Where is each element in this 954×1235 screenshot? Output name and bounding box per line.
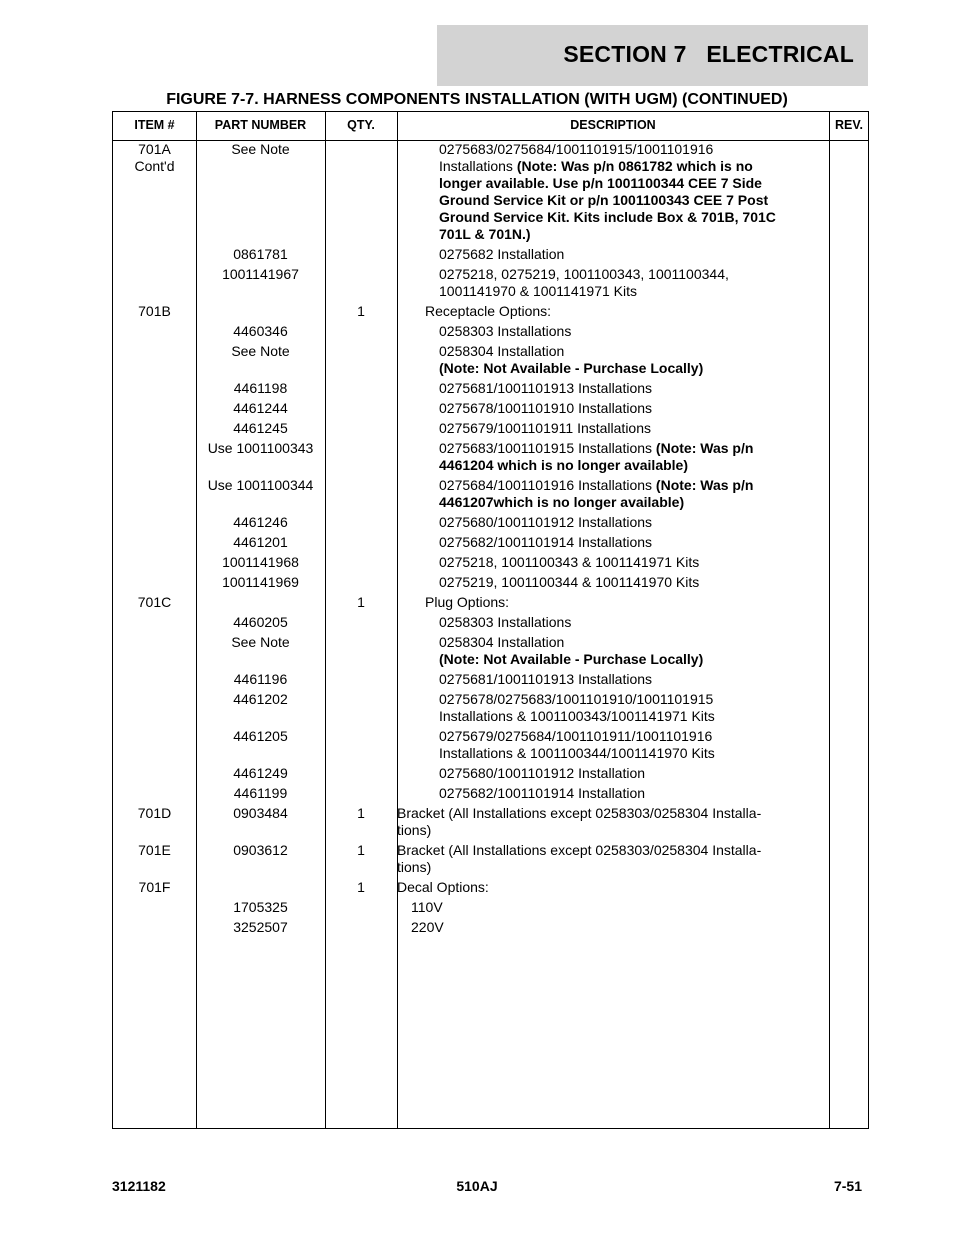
description-text: 0275218, 0275219, 1001100343, 1001100344, 1001141970 & 1001141971 Kits — [439, 266, 729, 299]
part-number: 1705325 — [233, 899, 288, 915]
header-item: ITEM # — [134, 118, 175, 132]
description — [411, 919, 771, 936]
table-row — [113, 300, 868, 320]
part-number: 4461201 — [233, 534, 288, 550]
table-body — [113, 141, 868, 936]
description — [439, 246, 779, 263]
table-row — [113, 551, 868, 571]
part-number: 4461249 — [233, 765, 288, 781]
description-note: (Note: Not Available - Purchase Locally) — [439, 360, 704, 376]
description — [439, 266, 779, 300]
description-note: (Note: Was p/n 4461204 which is no longer available) — [439, 440, 754, 473]
table-row — [113, 839, 868, 876]
description — [439, 400, 779, 417]
part-number: See Note — [231, 141, 290, 157]
description — [439, 440, 779, 474]
part-number: See Note — [231, 634, 290, 650]
description — [439, 785, 779, 802]
part-number: 0861781 — [233, 246, 288, 262]
description-text: 0275680/1001101912 Installation — [439, 765, 646, 781]
description-text: 0275681/1001101913 Installations — [439, 671, 653, 687]
description — [425, 594, 775, 611]
description — [439, 141, 779, 243]
header-rev: REV. — [834, 118, 864, 132]
description-text: Decal Options: — [397, 879, 489, 895]
item-number: 701A Cont'd — [134, 141, 175, 174]
table-row — [113, 668, 868, 688]
part-number: 4461246 — [233, 514, 288, 530]
description-text: 0275682/1001101914 Installation — [439, 785, 646, 801]
header-part-number: PART NUMBER — [214, 118, 307, 132]
table-row — [113, 571, 868, 591]
description-text: 0275684/1001101916 Installations — [439, 477, 653, 493]
description-note: (Note: Not Available - Purchase Locally) — [439, 651, 704, 667]
description-text: 0275683/0275684/1001101915/1001101916 Installations — [439, 141, 714, 174]
description — [439, 634, 779, 668]
table-row — [113, 377, 868, 397]
description — [439, 534, 779, 551]
table-row — [113, 802, 868, 839]
quantity: 1 — [357, 879, 365, 895]
table-row — [113, 474, 868, 511]
description — [439, 420, 779, 437]
description — [439, 554, 779, 571]
description-text: 0258303 Installations — [439, 323, 572, 339]
part-number: 4461196 — [233, 671, 288, 687]
part-number: See Note — [231, 343, 290, 359]
description — [439, 691, 779, 725]
description-text: 110V — [411, 899, 443, 915]
table-row — [113, 437, 868, 474]
part-number: 1001141967 — [222, 266, 299, 282]
table-row — [113, 397, 868, 417]
footer-model: 510AJ — [456, 1178, 498, 1194]
part-number: 4461199 — [233, 785, 288, 801]
description-text: 0275679/0275684/1001101911/1001101916 Installations & 1001100344/1001141970 Kits — [439, 728, 715, 761]
item-number: 701F — [138, 879, 171, 895]
description — [439, 323, 779, 340]
description-text: 0275218, 1001100343 & 1001141971 Kits — [439, 554, 700, 570]
table-row — [113, 916, 868, 936]
part-number: 4460205 — [233, 614, 288, 630]
table-row — [113, 320, 868, 340]
table-row — [113, 896, 868, 916]
description — [439, 574, 779, 591]
part-number: 4461245 — [233, 420, 288, 436]
quantity: 1 — [357, 303, 365, 319]
description — [425, 303, 775, 320]
table-row — [113, 876, 868, 896]
quantity: 1 — [357, 805, 365, 821]
footer-doc-number: 3121182 — [112, 1178, 166, 1194]
description — [439, 671, 779, 688]
table-row — [113, 611, 868, 631]
description — [439, 728, 779, 762]
table-row — [113, 263, 868, 300]
part-number: 1001141969 — [222, 574, 299, 590]
description-text: Receptacle Options: — [425, 303, 552, 319]
table-row — [113, 782, 868, 802]
quantity: 1 — [357, 842, 365, 858]
header-qty: QTY. — [347, 118, 375, 132]
description-text: 0275681/1001101913 Installations — [439, 380, 653, 396]
description-text: 0275683/1001101915 Installations — [439, 440, 653, 456]
description — [397, 879, 767, 896]
part-number: 4461244 — [233, 400, 288, 416]
table-row — [113, 725, 868, 762]
part-number: 4461198 — [233, 380, 288, 396]
part-number: 4461205 — [233, 728, 288, 744]
part-number: 0903612 — [233, 842, 288, 858]
part-number: Use 1001100343 — [207, 440, 314, 456]
description-text: 0258303 Installations — [439, 614, 572, 630]
item-number: 701D — [137, 805, 172, 821]
header-description: DESCRIPTION — [570, 118, 656, 132]
description-text: 0275678/0275683/1001101910/1001101915 Installations & 1001100343/1001141971 Kits — [439, 691, 715, 724]
part-number: 4461202 — [233, 691, 288, 707]
description-text: 0275682 Installation — [439, 246, 565, 262]
description — [411, 899, 771, 916]
description-text: Plug Options: — [425, 594, 510, 610]
table-row — [113, 591, 868, 611]
description — [439, 380, 779, 397]
description-text: 0258304 Installation — [439, 634, 565, 650]
table-row — [113, 762, 868, 782]
description-text: Bracket (All Installations except 0258303/0258304 Installa-tions) — [397, 842, 762, 875]
description-text: Bracket (All Installations except 0258303/0258304 Installa-tions) — [397, 805, 762, 838]
table-row — [113, 417, 868, 437]
description-text: 0275680/1001101912 Installations — [439, 514, 653, 530]
table-row — [113, 688, 868, 725]
description-text: 0275678/1001101910 Installations — [439, 400, 653, 416]
description — [397, 805, 767, 839]
description — [439, 343, 779, 377]
table-row — [113, 243, 868, 263]
table-row — [113, 531, 868, 551]
item-number: 701B — [138, 303, 171, 319]
part-number: 4460346 — [233, 323, 288, 339]
table-row — [113, 631, 868, 668]
description — [439, 765, 779, 782]
table-row — [113, 511, 868, 531]
description — [439, 477, 779, 511]
parts-table — [112, 111, 869, 1129]
description-text: 0258304 Installation — [439, 343, 565, 359]
part-number: 3252507 — [233, 919, 288, 935]
description-note: (Note: Was p/n 0861782 which is no longer available. Use p/n 1001100344 CEE 7 Side Ground Service Kit or p/n 1001100343 CEE 7 Post Ground Service Kit. Kits include Box & 701B, 701C 701L & 701N.) — [439, 158, 776, 242]
table-row — [113, 340, 868, 377]
item-number: 701E — [138, 842, 171, 858]
description — [439, 514, 779, 531]
part-number: 0903484 — [233, 805, 288, 821]
section-title: SECTION 7 ELECTRICAL — [563, 41, 854, 67]
item-number: 701C — [137, 594, 172, 610]
figure-title: FIGURE 7-7. HARNESS COMPONENTS INSTALLATION (WITH UGM) (CONTINUED) — [166, 91, 788, 108]
description — [439, 614, 779, 631]
description-note: (Note: Was p/n 4461207which is no longer available) — [439, 477, 754, 510]
table-row — [113, 141, 868, 243]
section-banner — [437, 25, 868, 86]
footer-page-number: 7-51 — [833, 1178, 862, 1194]
description-text: 220V — [411, 919, 444, 935]
description — [397, 842, 767, 876]
part-number: Use 1001100344 — [207, 477, 314, 493]
description-text: 0275682/1001101914 Installations — [439, 534, 653, 550]
quantity: 1 — [357, 594, 365, 610]
description-text: 0275219, 1001100344 & 1001141970 Kits — [439, 574, 700, 590]
description-text: 0275679/1001101911 Installations — [439, 420, 651, 436]
part-number: 1001141968 — [222, 554, 299, 570]
